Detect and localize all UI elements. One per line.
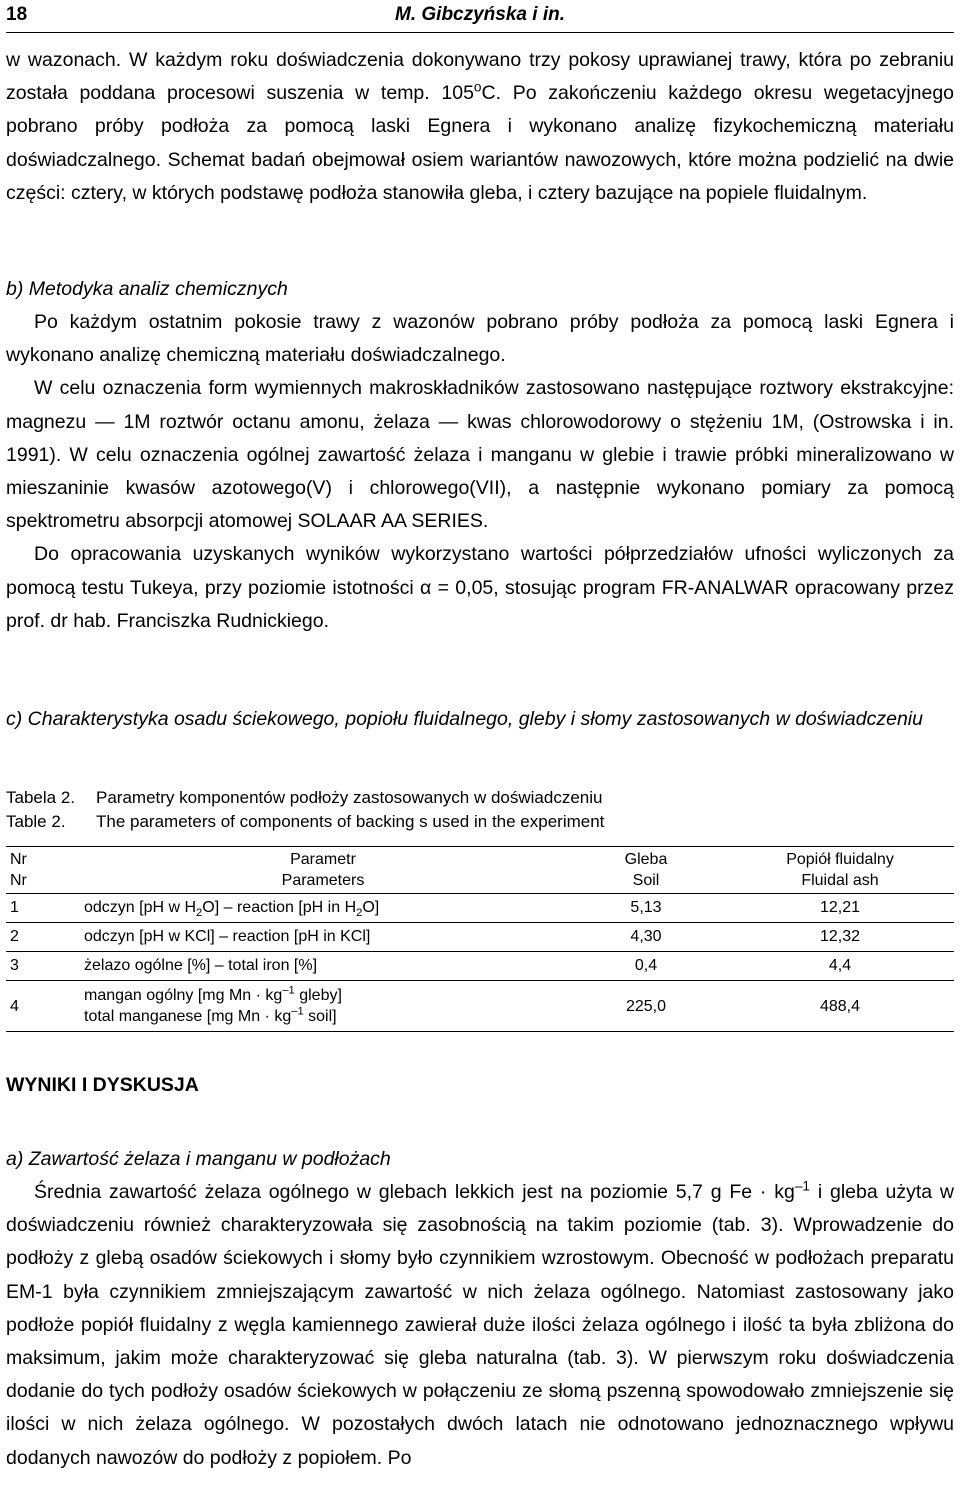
row-nr: 3: [6, 952, 80, 981]
row-ash-value: 4,4: [726, 952, 954, 981]
page-number: 18: [6, 4, 28, 25]
table-header-row: [6, 847, 954, 894]
section-b-paragraph-3: Do opracowania uzyskanych wyników wykorzystano wartości półprzedziałów ufności wyliczonych za pomocą testu Tukeya, przy poziomie istotności α = 0,05, stosując program FR-ANALWAR opracowany przez prof. dr hab. Franciszka Rudnickiego.: [6, 543, 954, 632]
section-c-heading: c) Charakterystyka osadu ściekowego, popiołu fluidalnego, gleby i słomy zastosowanych w doświadczeniu: [6, 708, 923, 730]
section-c: [6, 705, 954, 733]
results-subsection: [6, 1145, 954, 1173]
row-parameter: żelazo ogólne [%] – total iron [%]: [80, 952, 566, 981]
table-row: [6, 952, 954, 981]
table-row: [6, 923, 954, 952]
results-paragraph-1: Średnia zawartość żelaza ogólnego w glebach lekkich jest na poziomie 5,7 g $Fe \cdot kg^{-1}$ i gleba użyta w doświadczeniu również charakteryzowała się zasobnością na takim poziomie (tab. 3). Wprowadzenie do podłoży z glebą osadów ściekowych i słomy było czynnikiem wzrostowym. Obecność w podłożach preparatu EM-1 była czynnikiem zmniejszającym zawartość w nich żelaza ogólnego. Natomiast zastosowany jako podłoże popiół fluidalny z węgla kamiennego zawierał duże ilości żelaza ogólnego i ilość ta była zbliżona do maksimum, jakim może charakteryzować się gleba naturalna (tab. 3). W pierwszym roku doświadczenia dodanie do tych podłoży osadów ściekowych w połączeniu ze słomą pszenną spowodowało zmniejszenie się ilości w nich żelaza ogólnego. W pozostałych dwóch latach nie odnotowano jednoznacznego wpływu dodanych nawozów do podłoży z popiołem. Po: [6, 1178, 954, 1469]
header-parameter: Parametr Parameters: [80, 847, 566, 894]
table-caption-pl: Tabela 2. Parametry komponentów podłoży zastosowanych w doświadczeniu: [6, 788, 603, 807]
results-heading: WYNIKI I DYSKUSJA: [6, 1074, 199, 1096]
results-body: [6, 1176, 954, 1475]
intro-block: [6, 44, 954, 210]
table-caption: [6, 786, 954, 834]
section-b: [6, 275, 954, 303]
intro-paragraph: w wazonach. W każdym roku doświadczenia dokonywano trzy pokosy uprawianej trawy, która po zebraniu została poddana procesowi suszenia w temp. 105$^o$C. Po zakończeniu każdego okresu wegetacyjnego pobrano próby podłoża za pomocą laski Egnera i wykonano analizę fizykochemiczną materiału doświadczalnego. Schemat badań obejmował osiem wariantów nawozowych, które można podzielić na dwie części: cztery, w których podstawę podłoża stanowiła gleba, i cztery bazujące na popiele fluidalnym.: [6, 49, 955, 204]
row-soil-value: 0,4: [566, 952, 726, 981]
row-parameter: mangan ogólny [mg $Mn \cdot kg^{-1}$ gleby] total manganese [mg $Mn \cdot kg^{-1}$ soil]: [80, 981, 566, 1032]
row-ash-value: 488,4: [726, 981, 954, 1032]
row-parameter: odczyn [pH w $H_2O$] – reaction [pH in $H_2O$]: [80, 894, 566, 923]
row-ash-value: 12,32: [726, 923, 954, 952]
section-b-paragraph-2: W celu oznaczenia form wymiennych makroskładników zastosowano następujące roztwory ekstrakcyjne: magnezu — 1M roztwór octanu amonu, żelaza — kwas chlorowodorowy o stężeniu 1M, (Ostrowska i in. 1991). W celu oznaczenia ogólnej zawartość żelaza i manganu w glebie i trawie próbki mineralizowano w mieszaninie kwasów azotowego(V) i chlorowego(VII), a następnie wykonano pomiary za pomocą spektrometru absorpcji atomowej SOLAAR AA SERIES.: [6, 377, 954, 533]
header-fluidal-ash: Popiół fluidalny Fluidal ash: [726, 847, 954, 894]
row-parameter: odczyn [pH w KCl] – reaction [pH in KCl]: [80, 923, 566, 952]
table-row: [6, 894, 954, 923]
row-nr: 1: [6, 894, 80, 923]
row-nr: 2: [6, 923, 80, 952]
header-rule: [6, 32, 954, 33]
section-b-heading: b) Metodyka analiz chemicznych: [6, 278, 288, 300]
results-section: [6, 1074, 954, 1097]
row-nr: 4: [6, 981, 80, 1032]
table-caption-en: Table 2. The parameters of components of backing s used in the experiment: [6, 812, 605, 831]
row-soil-value: 4,30: [566, 923, 726, 952]
results-subheading: a) Zawartość żelaza i manganu w podłożach: [6, 1148, 391, 1170]
section-b-body: [6, 306, 954, 638]
row-soil-value: 5,13: [566, 894, 726, 923]
row-ash-value: 12,21: [726, 894, 954, 923]
running-title-authors: M. Gibczyńska i in.: [395, 4, 565, 25]
table-row: [6, 981, 954, 1032]
header-nr: Nr Nr: [6, 847, 80, 894]
header-soil: Gleba Soil: [566, 847, 726, 894]
row-soil-value: 225,0: [566, 981, 726, 1032]
running-header: [6, 0, 954, 33]
parameters-table: [6, 846, 954, 1032]
section-b-paragraph-1: Po każdym ostatnim pokosie trawy z wazonów pobrano próby podłoża za pomocą laski Egnera i wykonano analizę chemiczną materiału doświadczalnego.: [6, 311, 954, 367]
